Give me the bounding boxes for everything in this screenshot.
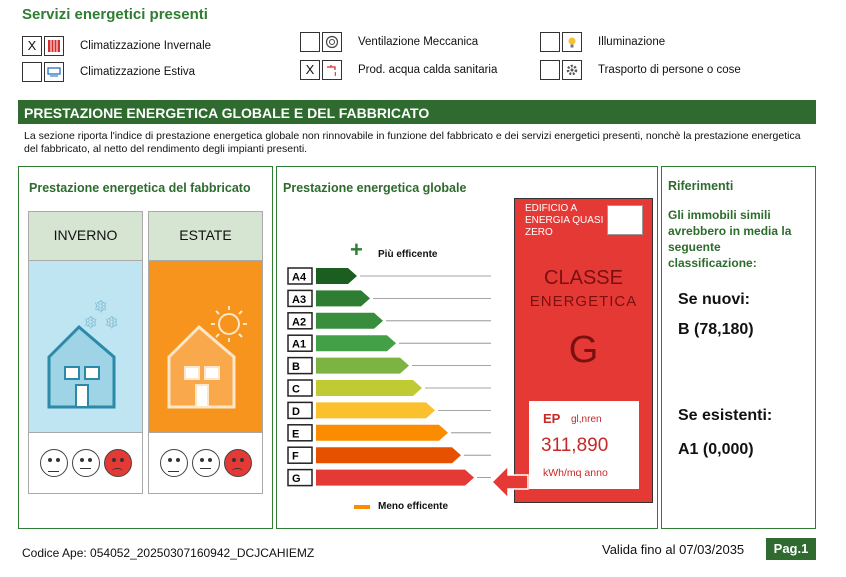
happy-face-icon: [160, 449, 188, 477]
services-title: Servizi energetici presenti: [22, 6, 208, 23]
class-title-1: CLASSE: [544, 267, 623, 289]
winter-house-icon: [39, 282, 134, 412]
class-label-g: G: [292, 473, 301, 486]
class-bar-c: [316, 380, 422, 396]
certificate-code: Codice Ape: 054052_20250307160942_DCJCAHIEMZ: [22, 546, 315, 560]
service-label: Ventilazione Meccanica: [358, 36, 479, 48]
ep-label: EP: [543, 411, 561, 426]
global-panel-title: Prestazione energetica globale: [283, 181, 467, 195]
neutral-face-icon: [72, 449, 100, 477]
winter-rating: [29, 432, 142, 493]
less-efficient-label: Meno efficente: [378, 501, 449, 512]
section-description: La sezione riporta l'indice di prestazione energetica globale non rinnovabile in funzione del fabbricato e dei servizi energetici presenti, nonchè la prestazione energetica del fabbricato, al netto del rendimento degli impianti presenti.: [24, 130, 801, 155]
class-bar-a3: [316, 290, 370, 306]
class-label-f: F: [292, 450, 299, 463]
service-label: Climatizzazione Invernale: [80, 40, 212, 52]
new-value: B (78,180): [678, 321, 754, 338]
plus-icon: +: [350, 237, 363, 262]
class-bar-a2: [316, 313, 383, 329]
fan-icon: [322, 32, 342, 52]
nzeb-checkbox[interactable]: [607, 205, 643, 235]
validity-date: Valida fino al 07/03/2035: [602, 542, 745, 557]
class-bar-f: [316, 447, 461, 463]
energy-class-scale: [286, 266, 511, 492]
service-checkbox[interactable]: [540, 32, 560, 52]
class-bar-b: [316, 358, 409, 374]
service-checkbox[interactable]: X: [22, 36, 42, 56]
service-hot-water: [300, 60, 497, 80]
ep-unit: kWh/mq anno: [543, 467, 608, 479]
service-lighting: [540, 32, 665, 52]
service-label: Trasporto di persone o cose: [598, 64, 741, 76]
nzeb-label: EDIFICIO A ENERGIA QUASI ZERO: [525, 203, 604, 238]
current-class-pointer-icon: [490, 462, 530, 502]
building-performance-panel: [18, 166, 273, 529]
summer-house-icon: [159, 282, 254, 412]
class-bar-a1: [316, 335, 396, 351]
minus-icon: [354, 505, 370, 509]
sad-face-icon: [104, 449, 132, 477]
more-efficient-label: Più efficente: [378, 249, 438, 260]
class-label-a3: A3: [292, 293, 307, 306]
new-label: Se nuovi:: [678, 291, 751, 308]
winter-label: INVERNO: [29, 212, 142, 261]
page-number: Pag.1: [766, 538, 816, 560]
service-checkbox[interactable]: [22, 62, 42, 82]
existing-value: A1 (0,000): [678, 441, 754, 458]
radiator-icon: [44, 36, 64, 56]
service-winter-heating: [22, 36, 211, 56]
existing-label: Se esistenti:: [678, 407, 773, 424]
air-conditioner-icon: [44, 62, 64, 82]
class-label-a1: A1: [292, 338, 307, 351]
service-mechanical-ventilation: [300, 32, 478, 52]
service-label: Illuminazione: [598, 36, 666, 48]
service-summer-cooling: [22, 62, 195, 82]
svg-text:❄: ❄: [84, 315, 98, 332]
class-bar-d: [316, 402, 435, 418]
references-title: Riferimenti: [668, 179, 734, 193]
svg-text:❄: ❄: [105, 315, 119, 332]
service-checkbox[interactable]: [540, 60, 560, 80]
hot-water-tap-icon: [322, 60, 342, 80]
section-banner: PRESTAZIONE ENERGETICA GLOBALE E DEL FABBRICATO: [18, 100, 816, 124]
service-transport: [540, 60, 741, 80]
ep-sub-label: gl,nren: [571, 414, 602, 425]
ep-value: 311,890: [541, 435, 609, 456]
summer-column: [148, 211, 263, 494]
neutral-face-icon: [192, 449, 220, 477]
gear-icon: [562, 60, 582, 80]
class-title-2: ENERGETICA: [529, 293, 638, 310]
winter-column: [28, 211, 143, 494]
class-label-d: D: [292, 405, 300, 418]
class-label-c: C: [292, 383, 300, 396]
service-checkbox[interactable]: [300, 32, 320, 52]
service-label: Climatizzazione Estiva: [80, 66, 196, 78]
service-label: Prod. acqua calda sanitaria: [358, 64, 498, 76]
happy-face-icon: [40, 449, 68, 477]
current-class-letter: G: [568, 329, 599, 371]
class-bar-a4: [316, 268, 357, 284]
building-panel-title: Prestazione energetica del fabbricato: [29, 181, 251, 195]
sad-face-icon: [224, 449, 252, 477]
class-label-e: E: [292, 428, 300, 441]
references-text: Gli immobili simili avrebbero in media la seguente classificazione:: [668, 208, 792, 270]
ep-box: [529, 401, 639, 489]
light-bulb-icon: [562, 32, 582, 52]
svg-text:❄: ❄: [94, 299, 108, 316]
summer-label: ESTATE: [149, 212, 262, 261]
class-bar-e: [316, 425, 448, 441]
service-checkbox[interactable]: X: [300, 60, 320, 80]
class-label-a4: A4: [292, 271, 307, 284]
class-label-a2: A2: [292, 316, 307, 329]
energy-class-box: [514, 198, 653, 503]
references-panel: [661, 166, 816, 529]
summer-rating: [149, 432, 262, 493]
class-bar-g: [316, 470, 474, 486]
class-label-b: B: [292, 361, 300, 374]
